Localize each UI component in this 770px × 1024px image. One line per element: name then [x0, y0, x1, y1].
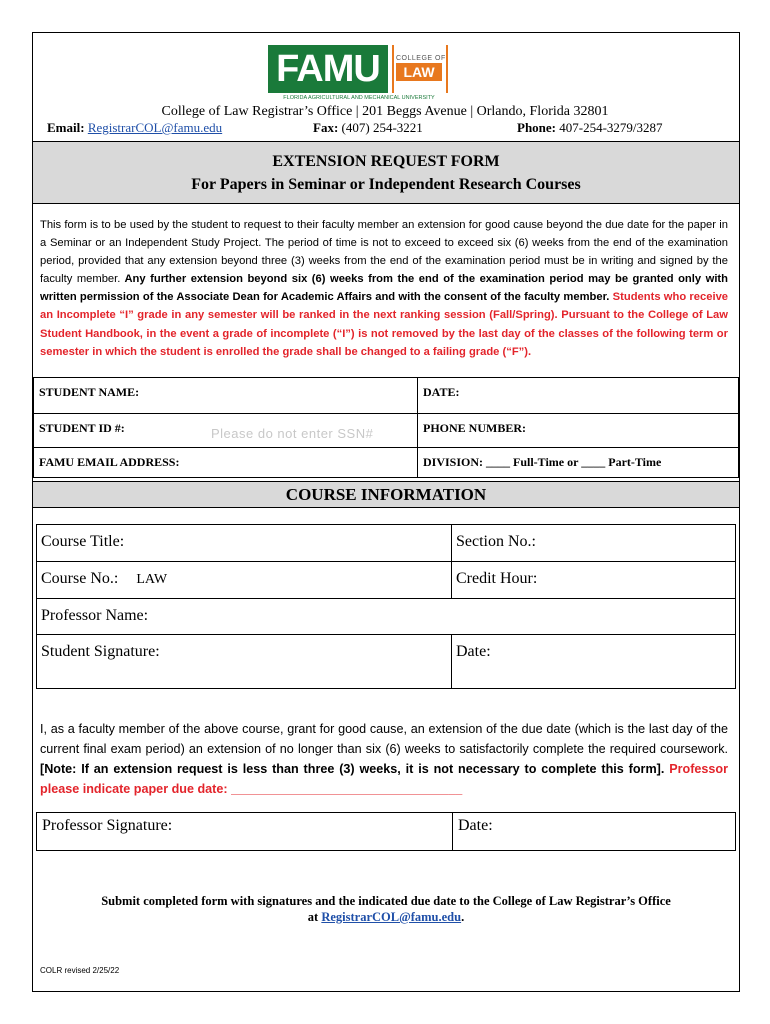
- email-link[interactable]: RegistrarCOL@famu.edu: [87, 120, 223, 135]
- contact-phone: [517, 120, 663, 136]
- course-title-field[interactable]: [37, 525, 452, 562]
- contact-email: [47, 120, 222, 136]
- fax-label: Fax:: [313, 120, 339, 135]
- instructions-bold-text: Any further extension beyond six (6) weeks from the end of the examination period may be granted only with written permission of the Associate Dean for Academic Affairs and with the consent of the faculty member.: [40, 273, 728, 304]
- instructions-text: This form is to be used by the student to request to their faculty member an extension for good cause beyond the due date for the paper in a Seminar or an Independent Study Project. The period of time is not to exceed to exceed six (6) weeks from the end of the examination period, provided that any extension beyond three (3) weeks from the end of the examination period must be in writing and signed by the faculty member.: [40, 219, 728, 286]
- phone-number-label: PHONE NUMBER:: [423, 421, 526, 435]
- famu-email-label: FAMU EMAIL ADDRESS:: [39, 455, 180, 469]
- student-info-table: [33, 377, 739, 478]
- course-number-label: Course No.:: [41, 570, 119, 587]
- submission-at: at: [307, 910, 322, 924]
- division-field[interactable]: [418, 448, 739, 478]
- phone-label: Phone:: [517, 120, 556, 135]
- faculty-statement: [40, 719, 728, 799]
- professor-signature-label: Professor Signature:: [42, 817, 173, 834]
- credit-hour-field[interactable]: [452, 562, 736, 599]
- submission-period: .: [461, 910, 465, 924]
- phone-number: 407-254-3279/3287: [559, 120, 663, 135]
- registrar-address: College of Law Registrar’s Office | 201 Beggs Avenue | Orlando, Florida 32801: [161, 104, 609, 119]
- student-id-placeholder: Please do not enter SSN#: [211, 426, 374, 441]
- famu-law-logo: [268, 45, 450, 107]
- submission-email-link[interactable]: RegistrarCOL@famu.edu: [321, 910, 462, 924]
- faculty-note: [Note: If an extension request is less than three (3) weeks, it is not necessary to complete this form].: [40, 762, 670, 776]
- professor-date-label: Date:: [458, 817, 493, 834]
- contact-fax: [313, 120, 423, 136]
- instructions-paragraph: [40, 216, 728, 361]
- student-name-label: STUDENT NAME:: [39, 385, 140, 399]
- instructions-warning-text: Students who receive an Incomplete “I” grade in any semester will be ranked in the next ranking session (Fall/Spring). Pursuant to the College of Law Student Handbook, in the event a grade of incomplete (“I”) is not removed by the last day of the classes of the following term or semester in which the student is enrolled the grade shall be changed to a failing grade (“F”).: [40, 291, 729, 358]
- paper-due-date-prompt[interactable]: Professor please indicate paper due date: _________________________________: [40, 762, 728, 796]
- professor-signature-field[interactable]: [37, 813, 453, 851]
- division-label: DIVISION: ____ Full-Time or ____ Part-Time: [423, 455, 662, 469]
- logo-college-of: COLLEGE OF: [396, 55, 446, 62]
- email-label: Email:: [47, 120, 85, 135]
- submission-text: Submit completed form with signatures and the indicated due date to the College of Law Registrar’s Office: [101, 894, 671, 908]
- course-number-prefix: LAW: [136, 572, 168, 587]
- phone-number-field[interactable]: [418, 414, 739, 448]
- submission-instructions: [33, 893, 739, 925]
- professor-signature-table: [36, 812, 736, 851]
- professor-name-field[interactable]: [37, 599, 736, 635]
- professor-date-field[interactable]: [453, 813, 736, 851]
- famu-logo-text: FAMU: [268, 45, 388, 93]
- student-signature-label: Student Signature:: [41, 643, 160, 660]
- professor-name-label: Professor Name:: [41, 607, 149, 624]
- course-information-heading: COURSE INFORMATION: [33, 481, 739, 508]
- logo-university-name: FLORIDA AGRICULTURAL AND MECHANICAL UNIVERSITY: [283, 95, 435, 101]
- form-title-box: [33, 141, 739, 204]
- famu-email-field[interactable]: [34, 448, 418, 478]
- section-number-field[interactable]: [452, 525, 736, 562]
- student-date-label: Date:: [456, 643, 491, 660]
- submission-email-line: [33, 909, 739, 925]
- course-number-field[interactable]: [37, 562, 452, 599]
- logo-law: LAW: [396, 63, 442, 81]
- student-id-label: STUDENT ID #:: [39, 421, 125, 435]
- student-date-field[interactable]: [452, 635, 736, 689]
- date-field[interactable]: [418, 378, 739, 414]
- section-number-label: Section No.:: [456, 533, 536, 550]
- form-subtitle: For Papers in Seminar or Independent Research Courses: [191, 176, 581, 193]
- course-info-table: [36, 524, 736, 689]
- student-signature-field[interactable]: [37, 635, 452, 689]
- course-title-label: Course Title:: [41, 533, 125, 550]
- fax-number: (407) 254-3221: [341, 120, 423, 135]
- form-title: EXTENSION REQUEST FORM: [272, 153, 500, 170]
- revision-note: COLR revised 2/25/22: [40, 966, 120, 975]
- student-name-field[interactable]: [34, 378, 418, 414]
- faculty-statement-text: I, as a faculty member of the above course, grant for good cause, an extension of the due date (which is the last day of the current final exam period) an extension of no longer than six (6) weeks to satisfactorily complete the required coursework.: [40, 722, 728, 756]
- date-label: DATE:: [423, 385, 460, 399]
- credit-hour-label: Credit Hour:: [456, 570, 538, 587]
